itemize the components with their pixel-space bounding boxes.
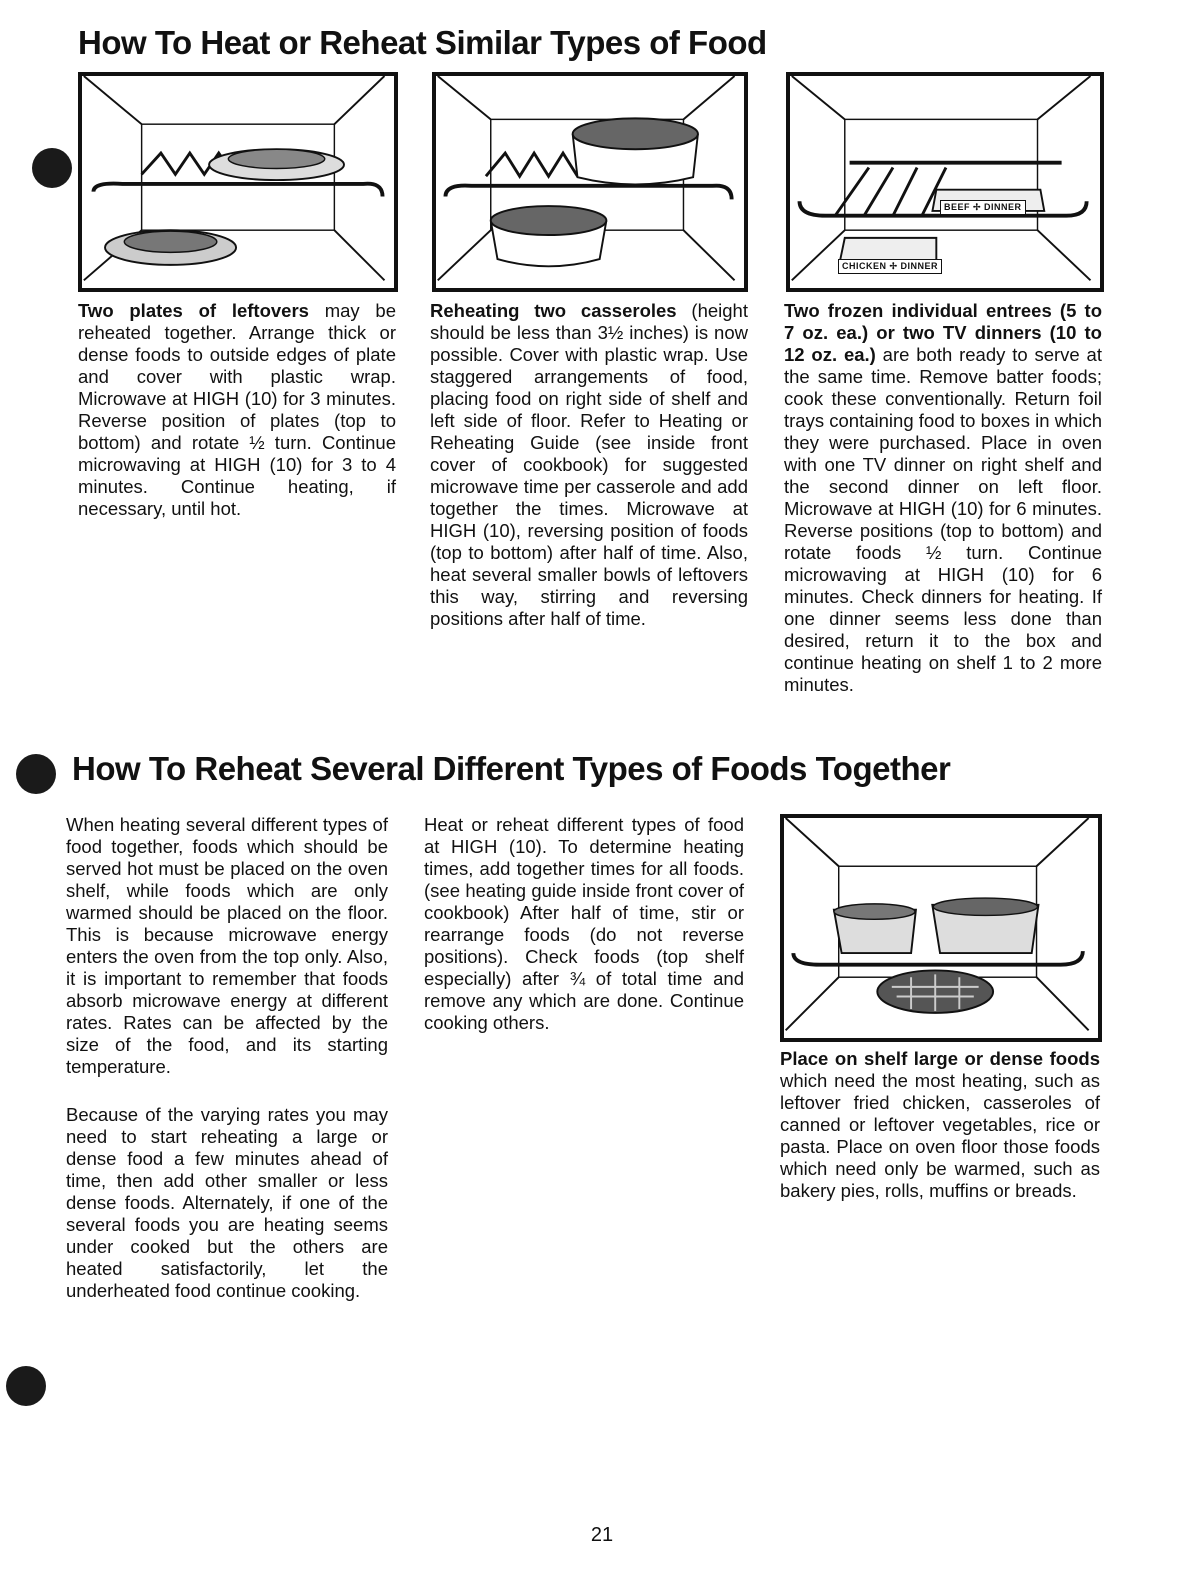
section2-col1-paragraph-1: When heating several different types of food together, foods which should be served hot must be placed on the oven shelf, while foods which are only warmed should be placed on the floor. This is because microwave energy enters the oven from the top only. Also, it is important to remember that foods absorb microwave energy at different rates. Rates can be affected by the size of the food, and its starting temperature.	[66, 814, 388, 1077]
section2-col3-bold-lead: Place on shelf large or dense foods	[780, 1048, 1100, 1069]
section2-col2-text: Heat or reheat different types of food at HIGH (10). To determine heating times, add together times for all foods. (see heating guide inside front cover of cookbook) After half of time, stir or rearrange foods (do not reverse positions). Check foods (top shelf especially) after ¾ of total time and remove any which are done. Continue cooking others.	[424, 814, 744, 1033]
col2-bold-lead: Reheating two casseroles	[430, 300, 677, 321]
section2-column-1	[66, 814, 388, 1324]
section2-title: How To Reheat Several Different Types of Foods Together	[72, 750, 951, 787]
section1-column-3	[784, 300, 1102, 696]
beef-dinner-label: BEEF ✢ DINNER	[940, 200, 1026, 215]
oven-dinners-illustration	[790, 76, 1100, 288]
figure-two-casseroles	[432, 72, 748, 292]
section1-column-1	[78, 300, 396, 520]
figure-two-tv-dinners	[786, 72, 1104, 292]
oven-plates-illustration	[82, 76, 394, 288]
col2-text: (height should be less than 3½ inches) is now possible. Cover with plastic wrap. Use staggered arrangements of food, placing food on right side of shelf and left side of floor. Refer to Heating or Reheating Guide (see inside front cover of cookbook) for suggested microwave time per casserole and add together the times. Microwave at HIGH (10), reversing position of foods (top to bottom) after half of time. Also, heat several smaller bowls of leftovers this way, stirring and reversing positions after half of time.	[430, 300, 748, 629]
section2-col3-text: which need the most heating, such as leftover fried chicken, casseroles of canned or leftover vegetables, rice or pasta. Place on oven floor those foods which need only be warmed, such as bakery pies, rolls, muffins or breads.	[780, 1070, 1100, 1201]
section1-column-2	[430, 300, 748, 630]
section1-title: How To Heat or Reheat Similar Types of Food	[78, 24, 767, 61]
figure-two-plates	[78, 72, 398, 292]
col3-bold-lead: Two frozen individual entrees (5 to 7 oz. ea.) or two TV dinners (10 to 12 oz. ea.)	[784, 300, 1102, 365]
section2-column-3	[780, 1048, 1100, 1202]
section2-column-2	[424, 814, 744, 1034]
col1-text: may be reheated together. Arrange thick or dense foods to outside edges of plate and cover with plastic wrap. Microwave at HIGH (10) for 3 minutes. Reverse position of plates (top to bottom) and rotate ½ turn. Continue microwaving at HIGH (10) for 3 to 4 minutes. Continue heating, if necessary, until hot.	[78, 300, 396, 519]
col3-text: are both ready to serve at the same time. Remove batter foods; cook these conventionally. Return foil trays containing food to boxes in which they were purchased. Place in oven with one TV dinner on right shelf and the second dinner on left floor. Microwave at HIGH (10) for 6 minutes. Reverse positions (top to bottom) and rotate foods ½ turn. Continue microwaving at HIGH (10) for 6 minutes. Check dinners for heating. If one dinner seems less done than desired, return it to the box and continue heating on shelf 1 to 2 more minutes.	[784, 344, 1102, 695]
figure-shelf-floor-foods	[780, 814, 1102, 1042]
section2-col1-paragraph-2: Because of the varying rates you may need to start reheating a large or dense food a few minutes ahead of time, then add other smaller or less dense foods. Alternately, if one of the several foods you are heating seems under cooked but the others are heated satisfactorily, let the underheated food continue cooking.	[66, 1104, 388, 1301]
oven-mixed-foods-illustration	[784, 818, 1098, 1038]
punch-hole-bottom	[6, 1366, 46, 1406]
punch-hole-top	[32, 148, 72, 188]
section2-bullet	[16, 754, 56, 794]
oven-casseroles-illustration	[436, 76, 744, 288]
page-number: 21	[590, 1524, 614, 1546]
chicken-dinner-label: CHICKEN ✢ DINNER	[838, 259, 942, 274]
col1-bold-lead: Two plates of leftovers	[78, 300, 309, 321]
